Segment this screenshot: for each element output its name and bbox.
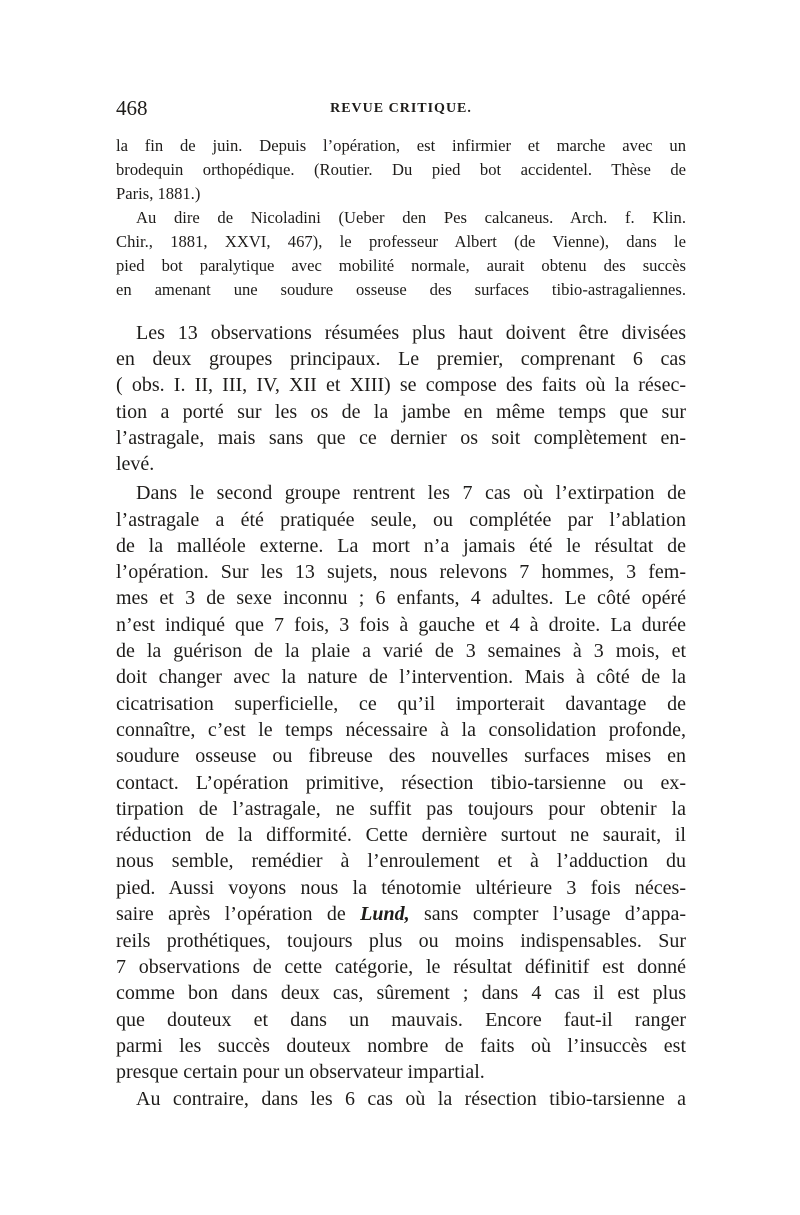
body-line: Au contraire, dans les 6 cas où la résection tibio-tarsienne a (136, 1088, 686, 1110)
note-line: brodequin orthopédique. (Routier. Du pied bot accidentel. Thèse de (116, 160, 686, 179)
body-line: parmi les succès douteux nombre de faits où l’insuccès est (116, 1035, 686, 1057)
body-line: mes et 3 de sexe inconnu ; 6 enfants, 4 adultes. Le côté opéré (116, 587, 686, 609)
body-line: levé. (116, 453, 155, 475)
body-line: 7 observations de cette catégorie, le résultat définitif est donné (116, 956, 686, 978)
body-line: presque certain pour un observateur impartial. (116, 1061, 485, 1083)
body-line: ( obs. I. II, III, IV, XII et XIII) se compose des faits où la résec- (116, 374, 686, 396)
note-line: Paris, 1881.) (116, 184, 201, 203)
body-line: Dans le second groupe rentrent les 7 cas où l’extirpation de (136, 482, 686, 504)
body-line: contact. L’opération primitive, résection tibio-tarsienne ou ex- (116, 772, 686, 794)
body-line: Les 13 observations résumées plus haut doivent être divisées (136, 322, 686, 344)
body-line: de la malléole externe. La mort n’a jamais été le résultat de (116, 535, 686, 557)
body-line: doit changer avec la nature de l’intervention. Mais à côté de la (116, 666, 686, 688)
body-line: en deux groupes principaux. Le premier, comprenant 6 cas (116, 348, 686, 370)
body-line: l’astragale a été pratiquée seule, ou complétée par l’ablation (116, 509, 686, 531)
page-header (116, 94, 686, 124)
body-line: l’astragale, mais sans que ce dernier os soit complètement en- (116, 427, 686, 449)
body-line: pied. Aussi voyons nous la ténotomie ultérieure 3 fois néces- (116, 877, 686, 899)
body-line: comme bon dans deux cas, sûrement ; dans 4 cas il est plus (116, 982, 686, 1004)
note-line: Au dire de Nicoladini (Ueber den Pes calcaneus. Arch. f. Klin. (136, 208, 686, 227)
body-line-start: saire après l’opération de (116, 903, 361, 925)
note-line: la fin de juin. Depuis l’opération, est infirmier et marche avec un (116, 136, 686, 155)
page-number: 468 (116, 96, 148, 120)
body-line: tion a porté sur les os de la jambe en même temps que sur (116, 401, 686, 423)
body-line: soudure osseuse ou fibreuse des nouvelles surfaces mises en (116, 745, 686, 767)
running-title: REVUE CRITIQUE. (330, 101, 472, 116)
author-name-lund: Lund, (360, 903, 410, 925)
body-line: nous semble, remédier à l’enroulement et à l’adduction du (116, 850, 686, 872)
body-line: cicatrisation superficielle, ce qu’il importerait davantage de (116, 693, 686, 715)
body-line-end: sans compter l’usage d’appa- (409, 903, 686, 925)
body-line: l’opération. Sur les 13 sujets, nous relevons 7 hommes, 3 fem- (116, 561, 686, 583)
note-line: Chir., 1881, XXVI, 467), le professeur Albert (de Vienne), dans le (116, 232, 686, 251)
body-line: reils prothétiques, toujours plus ou moins indispensables. Sur (116, 930, 686, 952)
body-line: que douteux et dans un mauvais. Encore faut-il ranger (116, 1009, 686, 1031)
note-line: en amenant une soudure osseuse des surfaces tibio-astragaliennes. (116, 280, 686, 299)
body-line: réduction de la difformité. Cette dernière surtout ne saurait, il (116, 824, 686, 846)
body-line: connaître, c’est le temps nécessaire à la consolidation profonde, (116, 719, 686, 741)
note-line: pied bot paralytique avec mobilité normale, aurait obtenu des succès (116, 256, 686, 275)
body-line (116, 901, 686, 927)
body-line: n’est indiqué que 7 fois, 3 fois à gauche et 4 à droite. La durée (116, 614, 686, 636)
body-line: de la guérison de la plaie a varié de 3 semaines à 3 mois, et (116, 640, 686, 662)
body-line: tirpation de l’astragale, ne suffit pas toujours pour obtenir la (116, 798, 686, 820)
